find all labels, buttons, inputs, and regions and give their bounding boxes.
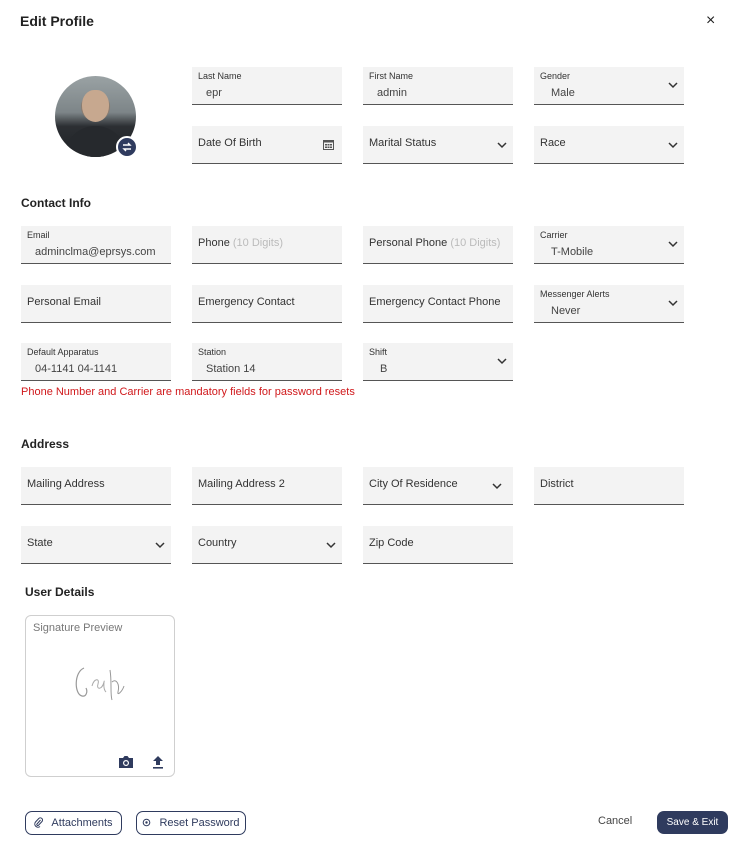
- password-reset-warning: Phone Number and Carrier are mandatory fields for password resets: [21, 386, 355, 398]
- swap-photo-icon[interactable]: [116, 136, 138, 158]
- chevron-down-icon[interactable]: [154, 539, 166, 551]
- avatar-head: [82, 90, 109, 122]
- chevron-down-icon[interactable]: [496, 355, 508, 367]
- email-field[interactable]: [21, 226, 171, 264]
- messenger-alerts-label: Messenger Alerts: [540, 289, 610, 299]
- signature-image: [72, 658, 128, 706]
- cancel-button[interactable]: Cancel: [598, 815, 633, 827]
- gender-value: Male: [551, 87, 575, 99]
- chevron-down-icon[interactable]: [496, 139, 508, 151]
- chevron-down-icon[interactable]: [491, 480, 503, 492]
- camera-icon[interactable]: [118, 755, 134, 769]
- default-apparatus-field[interactable]: [21, 343, 171, 381]
- signature-preview-card: [25, 615, 175, 777]
- mailing-address-field[interactable]: [21, 467, 171, 505]
- phone-label-text: Phone: [198, 237, 230, 249]
- race-select[interactable]: [534, 126, 684, 164]
- chevron-down-icon[interactable]: [667, 297, 679, 309]
- personal-email-label: Personal Email: [27, 296, 101, 308]
- carrier-label: Carrier: [540, 230, 568, 240]
- city-of-residence-select[interactable]: [363, 467, 513, 505]
- contact-info-heading: Contact Info: [21, 196, 91, 210]
- default-apparatus-label: Default Apparatus: [27, 347, 99, 357]
- phone-label: [198, 237, 283, 249]
- save-exit-button[interactable]: Save & Exit: [657, 811, 728, 834]
- mailing-address-2-label: Mailing Address 2: [198, 478, 285, 490]
- attachments-label: Attachments: [51, 817, 113, 829]
- emergency-contact-phone-field[interactable]: [363, 285, 513, 323]
- personal-phone-hint: (10 Digits): [450, 237, 501, 249]
- personal-phone-label: [369, 237, 500, 249]
- chevron-down-icon[interactable]: [667, 79, 679, 91]
- paperclip-icon: [34, 817, 43, 830]
- phone-hint: (10 Digits): [232, 237, 283, 249]
- shift-value: B: [380, 363, 388, 375]
- messenger-alerts-value: Never: [551, 305, 581, 317]
- gender-select[interactable]: [534, 67, 684, 105]
- shift-label: Shift: [369, 347, 388, 357]
- date-of-birth-field[interactable]: [192, 126, 342, 164]
- email-label: Email: [27, 230, 50, 240]
- reset-password-label: Reset Password: [159, 817, 240, 829]
- shift-select[interactable]: [363, 343, 513, 381]
- first-name-value[interactable]: admin: [377, 87, 407, 99]
- state-label: State: [27, 537, 53, 549]
- first-name-label: First Name: [369, 71, 414, 81]
- address-heading: Address: [21, 437, 70, 451]
- last-name-value[interactable]: epr: [206, 87, 222, 99]
- carrier-value: T-Mobile: [551, 246, 594, 258]
- emergency-contact-field[interactable]: [192, 285, 342, 323]
- marital-status-label: Marital Status: [369, 137, 437, 149]
- personal-phone-label-text: Personal Phone: [369, 237, 448, 249]
- mailing-address-2-field[interactable]: [192, 467, 342, 505]
- emergency-contact-label: Emergency Contact: [198, 296, 295, 308]
- marital-status-select[interactable]: [363, 126, 513, 164]
- close-icon[interactable]: ×: [706, 12, 716, 29]
- reset-icon: [142, 818, 151, 829]
- calendar-icon[interactable]: [323, 139, 334, 150]
- race-label: Race: [540, 137, 566, 149]
- state-select[interactable]: [21, 526, 171, 564]
- carrier-select[interactable]: [534, 226, 684, 264]
- user-details-heading: User Details: [25, 585, 95, 599]
- gender-label: Gender: [540, 71, 571, 81]
- station-field[interactable]: [192, 343, 342, 381]
- mailing-address-label: Mailing Address: [27, 478, 105, 490]
- signature-preview-label: Signature Preview: [33, 622, 123, 634]
- chevron-down-icon[interactable]: [325, 539, 337, 551]
- district-label: District: [540, 478, 574, 490]
- district-field[interactable]: [534, 467, 684, 505]
- country-select[interactable]: [192, 526, 342, 564]
- last-name-label: Last Name: [198, 71, 242, 81]
- zip-code-field[interactable]: [363, 526, 513, 564]
- reset-password-button[interactable]: [136, 811, 246, 835]
- city-of-residence-label: City Of Residence: [369, 478, 458, 490]
- date-of-birth-label: Date Of Birth: [198, 137, 262, 149]
- station-label: Station: [198, 347, 227, 357]
- emergency-contact-phone-label: Emergency Contact Phone: [369, 296, 501, 308]
- email-value[interactable]: adminclma@eprsys.com: [35, 246, 156, 258]
- attachments-button[interactable]: [25, 811, 122, 835]
- first-name-field[interactable]: [363, 67, 513, 105]
- upload-icon[interactable]: [151, 755, 165, 769]
- zip-code-label: Zip Code: [369, 537, 414, 549]
- personal-email-field[interactable]: [21, 285, 171, 323]
- last-name-field[interactable]: [192, 67, 342, 105]
- chevron-down-icon[interactable]: [667, 238, 679, 250]
- chevron-down-icon[interactable]: [667, 139, 679, 151]
- country-label: Country: [198, 537, 237, 549]
- station-value[interactable]: Station 14: [206, 363, 256, 375]
- phone-field[interactable]: [192, 226, 342, 264]
- messenger-alerts-select[interactable]: [534, 285, 684, 323]
- personal-phone-field[interactable]: [363, 226, 513, 264]
- dialog-title: Edit Profile: [20, 13, 94, 29]
- default-apparatus-value[interactable]: 04-1141 04-1141: [35, 363, 118, 375]
